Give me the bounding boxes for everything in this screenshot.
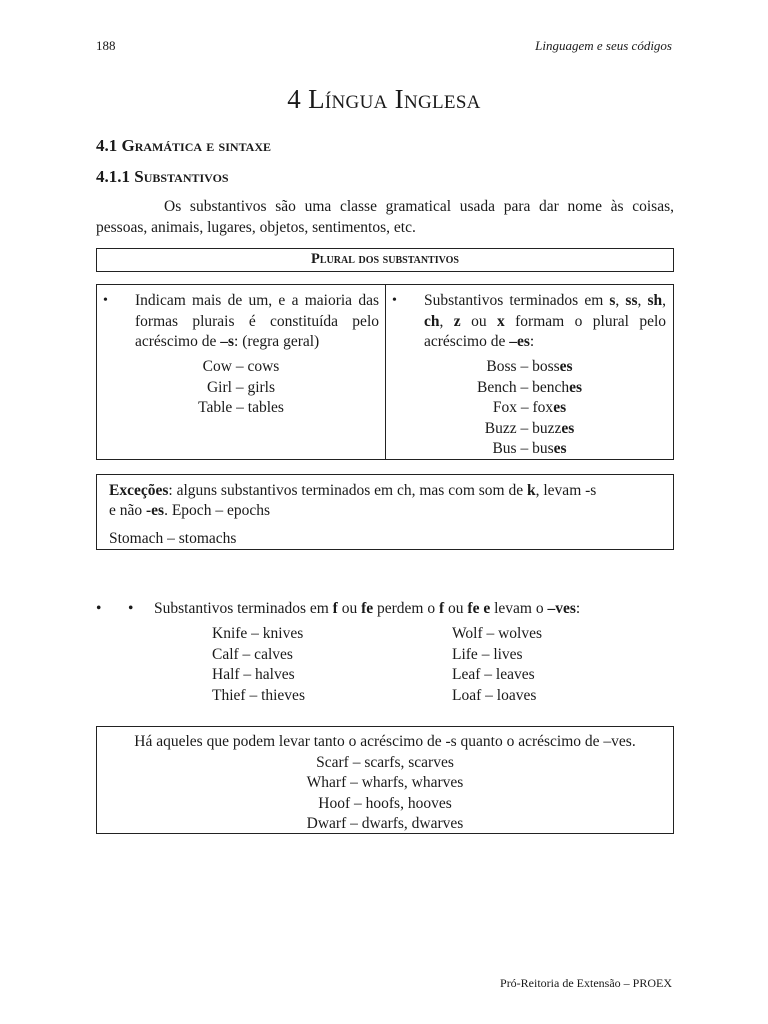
bullet-icon: • <box>103 293 108 308</box>
regular-examples <box>97 357 385 419</box>
example-item: Scarf – scarfs, scarves <box>316 753 454 771</box>
rule-text-part: , <box>439 312 454 330</box>
running-title: Linguagem e seus códigos <box>535 38 672 53</box>
example-item: Half – halves <box>212 666 295 683</box>
rule-letter: ss <box>625 292 638 309</box>
example-item: Hoof – hoofs, hooves <box>318 794 452 812</box>
rule-letter: sh <box>647 292 663 309</box>
rule-text-part: , <box>662 292 666 309</box>
example-item: Thief – thieves <box>212 686 305 704</box>
rule-text-part: ou <box>460 312 497 330</box>
plural-heading: Plural dos substantivos <box>311 251 459 267</box>
es-examples <box>386 357 673 460</box>
bullet-icon: • <box>96 600 102 617</box>
rule-text-part: , <box>637 292 648 309</box>
exceptions-line-1: Exceções: alguns substantivos terminados em ch, mas com som de k, levam -s <box>109 482 597 499</box>
f-rule-text: Substantivos terminados em f ou fe perdem o f ou fe e levam o –ves: <box>154 600 581 617</box>
plural-heading-box <box>96 248 674 272</box>
intro-text: Os substantivos são uma classe gramatical usada para dar nome às coisas, pessoas, animais, lugares, objetos, sentimentos, etc. <box>96 198 674 236</box>
regular-rule-text <box>135 291 379 353</box>
exceptions-box <box>96 474 674 550</box>
rule-suffix: –es <box>509 333 530 350</box>
exceptions-line-2: e não -es. Epoch – epochs <box>109 502 270 519</box>
example-item: Life – lives <box>452 645 523 663</box>
bullet-icon: • <box>128 600 134 617</box>
intro-paragraph <box>96 196 674 238</box>
example-item: Bus – buses <box>492 440 567 457</box>
rule-letter: z <box>453 312 461 330</box>
example-item: Wharf – wharfs, wharves <box>306 774 464 791</box>
rule-text-part: Substantivos terminados em <box>424 292 610 309</box>
subsection-heading: 4.1.1 Substantivos <box>96 167 229 186</box>
rule-letter: x <box>496 312 505 330</box>
both-plurals-box <box>96 726 674 834</box>
example-item: Boss – bosses <box>486 358 573 375</box>
rule-letter: ch <box>424 312 440 330</box>
es-plural-cell <box>386 285 673 459</box>
example-item: Knife – knives <box>212 625 304 642</box>
example-item: Table – tables <box>198 399 284 416</box>
plural-rules-table <box>96 284 674 460</box>
regular-plural-cell <box>97 285 386 459</box>
rule-text-part: formam o plural pelo acréscimo de <box>424 312 667 350</box>
rule-text-part: , <box>615 292 626 309</box>
page-footer: Pró-Reitoria de Extensão – PROEX <box>500 976 672 990</box>
page-number: 188 <box>96 38 116 53</box>
bullet-icon: • <box>392 293 397 308</box>
exceptions-label: Exceções <box>109 482 169 499</box>
f-examples-left <box>212 624 305 706</box>
example-item: Wolf – wolves <box>452 625 543 642</box>
example-item: Fox – foxes <box>492 399 567 416</box>
f-examples-right <box>452 624 542 706</box>
example-item: Bench – benches <box>476 378 583 396</box>
example-item: Loaf – loaves <box>452 686 537 704</box>
rule-letter: s <box>609 292 616 309</box>
example-item: Buzz – buzzes <box>484 419 575 437</box>
rule-text-part: : <box>529 333 535 350</box>
chapter-title: 4 Língua Inglesa <box>287 84 481 114</box>
example-item: Calf – calves <box>212 645 293 663</box>
example-item: Leaf – leaves <box>452 666 535 683</box>
es-rule-text <box>424 291 666 353</box>
section-heading: 4.1 Gramática e sintaxe <box>96 136 272 155</box>
exceptions-line-3: Stomach – stomachs <box>109 530 237 547</box>
example-item: Girl – girls <box>206 378 276 396</box>
rule-text-part: : (regra geral) <box>234 333 320 350</box>
example-item: Dwarf – dwarfs, dwarves <box>306 815 464 832</box>
rule-suffix: –s <box>220 333 235 350</box>
rule-text-part: Indicam mais de um, e a maioria das formas plurais é constituída pelo acréscimo de <box>135 292 379 350</box>
example-item: Cow – cows <box>202 358 280 375</box>
both-plurals-intro: Há aqueles que podem levar tanto o acréscimo de -s quanto o acréscimo de –ves. <box>134 733 636 750</box>
